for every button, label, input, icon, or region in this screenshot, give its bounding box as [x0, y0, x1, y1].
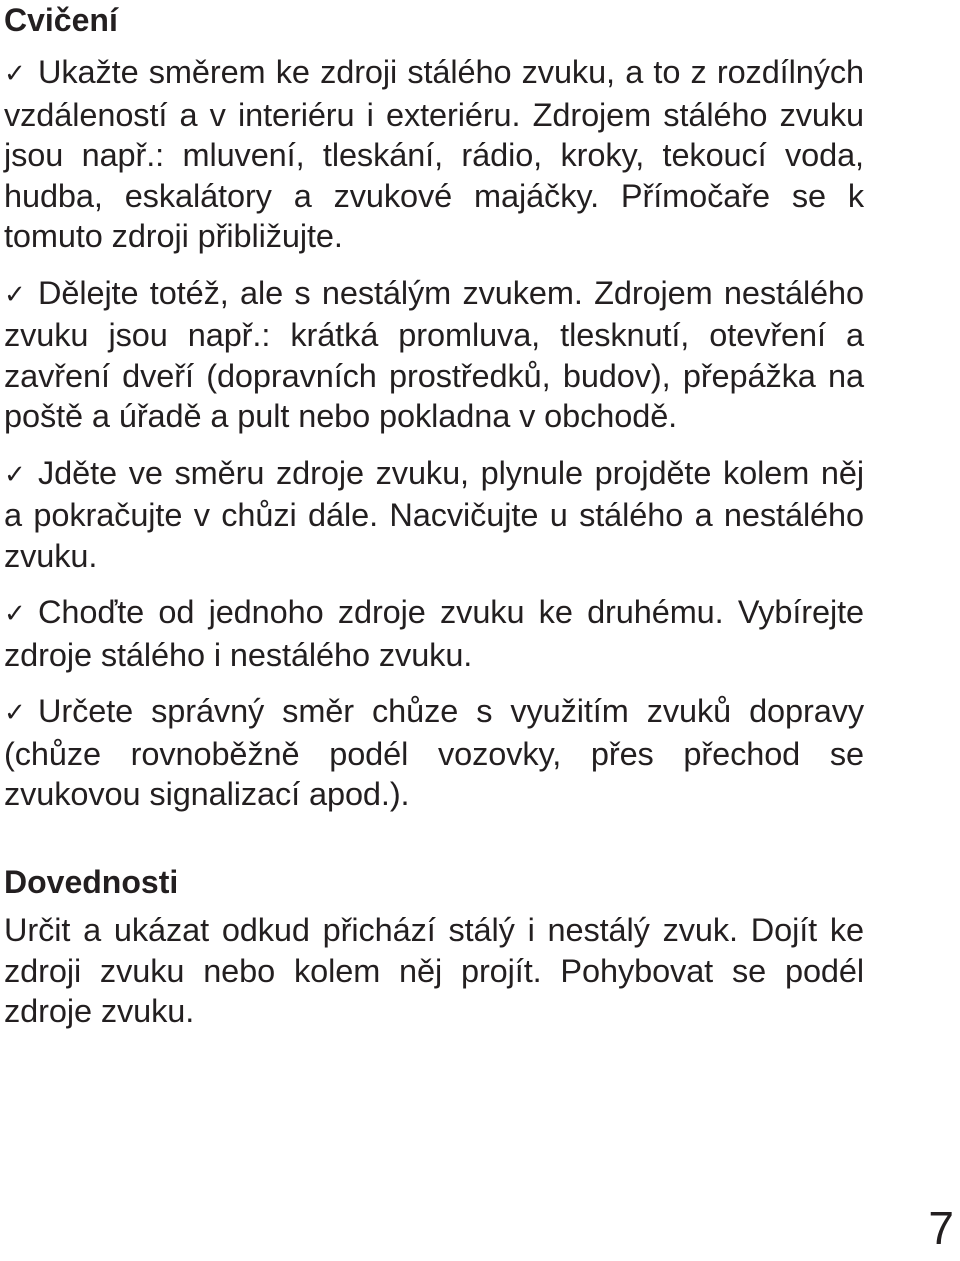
list-item-text: Dělejte totéž, ale s nestálým zvukem. Zdrojem nestálého zvuku jsou např.: krátká promluva, tlesknutí, otevření a zavření dveří (dopravních prostředků, budov), přepážka na poště a úřadě a pult nebo pokladna v obchodě. [4, 274, 864, 434]
list-item [4, 52, 864, 257]
checkmark-icon: ✓ [4, 279, 26, 310]
checkmark-icon: ✓ [4, 698, 26, 728]
skills-heading: Dovednosti [4, 864, 179, 900]
list-item-text: Určete správný směr chůze s využitím zvuků dopravy (chůze rovnoběžně podél vozovky, přes přechod se zvukovou signalizací apod.). [4, 693, 864, 812]
list-item [4, 691, 864, 815]
list-item [4, 453, 864, 577]
page-number: 7 [928, 1202, 954, 1254]
list-item-text: Choďte od jednoho zdroje zvuku ke druhému. Vybírejte zdroje stálého i nestálého zvuku. [4, 594, 864, 673]
list-item [4, 592, 864, 675]
list-item-text: Jděte ve směru zdroje zvuku, plynule projděte kolem něj a pokračujte v chůzi dále. Nacvičujte u stálého a nestálého zvuku. [4, 454, 864, 574]
checkmark-icon: ✓ [4, 599, 26, 629]
list-item-text: Ukažte směrem ke zdroji stálého zvuku, a to z rozdílných vzdáleností a v interiéru i exteriéru. Zdrojem stálého zvuku jsou např.: mluvení, tleskání, rádio, kroky, tekoucí voda, hudba, eskalátory a zvukové majáčky. Přímočaře se k tomuto zdroji přibližujte. [4, 54, 864, 254]
list-item [4, 273, 864, 437]
exercises-heading: Cvičení [4, 2, 118, 38]
exercises-list [4, 52, 864, 831]
checkmark-icon: ✓ [4, 59, 26, 89]
checkmark-icon: ✓ [4, 459, 26, 490]
skills-paragraph: Určit a ukázat odkud přichází stálý i nestálý zvuk. Dojít ke zdroji zvuku nebo kolem něj projít. Pohybovat se podél zdroje zvuku. [4, 912, 864, 1029]
